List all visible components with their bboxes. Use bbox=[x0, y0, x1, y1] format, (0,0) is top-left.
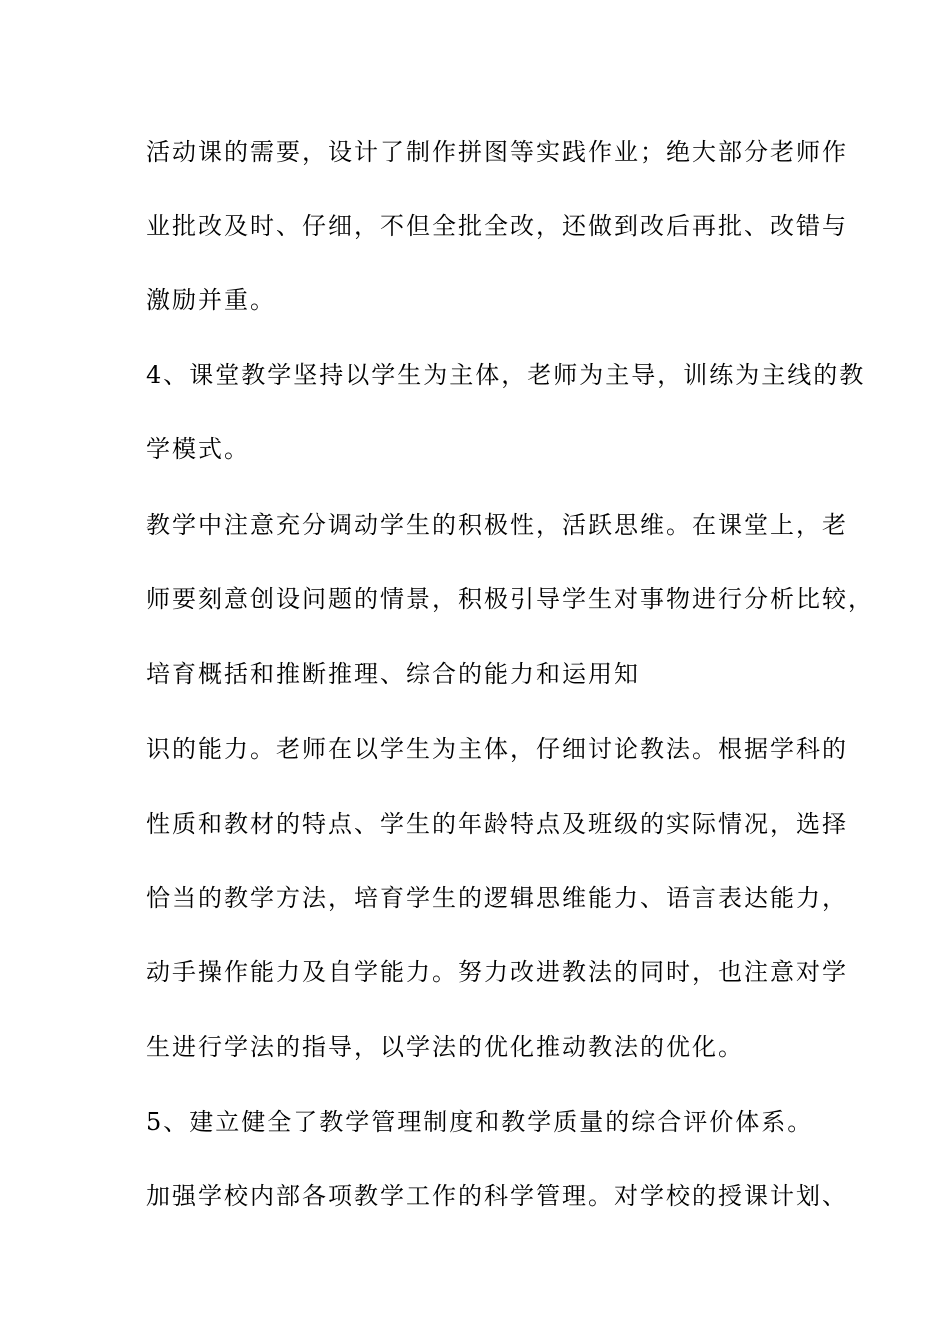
text-line: 生进行学法的指导，以学法的优化推动教法的优化。 bbox=[146, 1033, 744, 1061]
text-line: 师要刻意创设问题的情景，积极引导学生对事物进行分析比较， bbox=[146, 585, 874, 613]
text-line: 加强学校内部各项教学工作的科学管理。对学校的授课计划、 bbox=[146, 1182, 848, 1210]
text-line: 教学中注意充分调动学生的积极性，活跃思维。在课堂上，老 bbox=[146, 511, 848, 539]
text-line: 激励并重。 bbox=[146, 286, 276, 314]
text-line: 5、建立健全了教学管理制度和教学质量的综合评价体系。 bbox=[146, 1108, 814, 1136]
text-line: 识的能力。老师在以学生为主体，仔细讨论教法。根据学科的 bbox=[146, 735, 848, 763]
text-line: 4、课堂教学坚持以学生为主体，老师为主导，训练为主线的教 bbox=[146, 361, 866, 389]
text-line: 活动课的需要，设计了制作拼图等实践作业；绝大部分老师作 bbox=[146, 138, 848, 166]
text-line: 性质和教材的特点、学生的年龄特点及班级的实际情况，选择 bbox=[146, 810, 848, 838]
text-line: 业批改及时、仔细，不但全批全改，还做到改后再批、改错与 bbox=[146, 212, 848, 240]
text-line: 学模式。 bbox=[146, 435, 250, 463]
text-line: 动手操作能力及自学能力。努力改进教法的同时，也注意对学 bbox=[146, 958, 848, 986]
text-line: 培育概括和推断推理、综合的能力和运用知 bbox=[146, 660, 640, 688]
text-line: 恰当的教学方法，培育学生的逻辑思维能力、语言表达能力， bbox=[146, 884, 848, 912]
